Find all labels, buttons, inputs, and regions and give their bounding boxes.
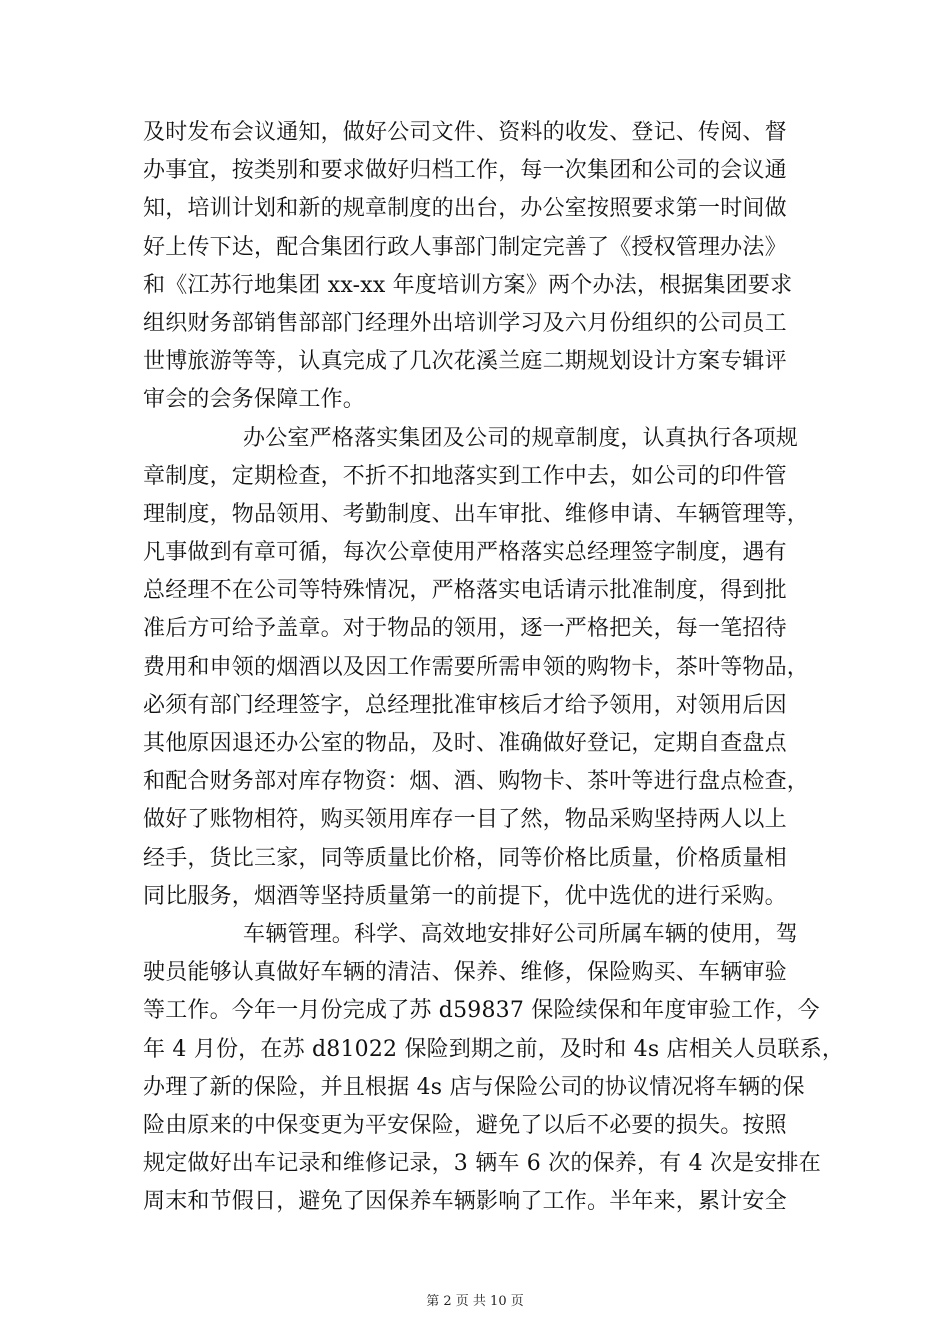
paragraph-1-line: 世博旅游等等，认真完成了几次花溪兰庭二期规划设计方案专辑评 <box>143 349 787 375</box>
paragraph-3-line: 险由原来的中保变更为平安保险，避免了以后不必要的损失。按照 <box>143 1112 787 1138</box>
paragraph-2-line: 经手，货比三家，同等质量比价格，同等价格比质量，价格质量相 <box>143 845 787 871</box>
paragraph-3-line: 办理了新的保险，并且根据 4s 店与保险公司的协议情况将车辆的保 <box>143 1074 805 1100</box>
paragraph-2-line: 做好了账物相符，购买领用库存一目了然，物品采购坚持两人以上 <box>143 807 787 833</box>
paragraph-1-line: 组织财务部销售部部门经理外出培训学习及六月份组织的公司员工 <box>143 310 787 336</box>
paragraph-2-line: 办公室严格落实集团及公司的规章制度，认真执行各项规 <box>243 425 799 451</box>
paragraph-1-line: 及时发布会议通知，做好公司文件、资料的收发、登记、传阅、督 <box>143 120 787 145</box>
paragraph-2-line: 理制度，物品领用、考勤制度、出车审批、维修申请、车辆管理等， <box>143 501 810 527</box>
paragraph-3-line: 周末和节假日，避免了因保养车辆影响了工作。半年来，累计安全 <box>143 1189 787 1215</box>
paragraph-3-line: 车辆管理。科学、高效地安排好公司所属车辆的使用，驾 <box>243 921 799 947</box>
paragraph-2-line: 同比服务，烟酒等坚持质量第一的前提下，优中选优的进行采购。 <box>143 883 787 909</box>
paragraph-3-line: 等工作。今年一月份完成了苏 d59837 保险续保和年度审验工作，今 <box>143 998 820 1024</box>
paragraph-2-line: 其他原因退还办公室的物品，及时、准确做好登记，定期自查盘点 <box>143 731 787 756</box>
paragraph-3-line: 驶员能够认真做好车辆的清洁、保养、维修，保险购买、车辆审验 <box>143 960 787 986</box>
paragraph-1-line: 审会的会务保障工作。 <box>143 387 366 413</box>
paragraph-2-line: 必须有部门经理签字，总经理批准审核后才给予领用，对领用后因 <box>143 692 787 718</box>
paragraph-2-line: 和配合财务部对库存物资：烟、酒、购物卡、茶叶等进行盘点检查， <box>143 769 810 795</box>
paragraph-2-line: 准后方可给予盖章。对于物品的领用，逐一严格把关，每一笔招待 <box>143 616 787 642</box>
paragraph-3-line: 年 4 月份，在苏 d81022 保险到期之前，及时和 4s 店相关人员联系， <box>143 1036 845 1062</box>
paragraph-1-line: 和《江苏行地集团 xx-xx 年度培训方案》两个办法，根据集团要求 <box>143 272 793 298</box>
paragraph-1-line: 知，培训计划和新的规章制度的出台，办公室按照要求第一时间做 <box>143 196 787 222</box>
paragraph-3-line: 规定做好出车记录和维修记录，3 辆车 6 次的保养，有 4 次是安排在 <box>143 1151 821 1177</box>
body-text <box>143 114 845 1221</box>
page-number-footer: 第 2 页 共 10 页 <box>426 1294 524 1309</box>
paragraph-2-line: 章制度，定期检查，不折不扣地落实到工作中去，如公司的印件管 <box>143 463 787 489</box>
paragraph-2-line: 费用和申领的烟酒以及因工作需要所需申领的购物卡，茶叶等物品， <box>143 654 810 680</box>
paragraph-2-line: 总经理不在公司等特殊情况，严格落实电话请示批准制度，得到批 <box>143 578 787 604</box>
paragraph-1-line: 办事宜，按类别和要求做好归档工作，每一次集团和公司的会议通 <box>143 158 787 184</box>
paragraph-2-line: 凡事做到有章可循，每次公章使用严格落实总经理签字制度，遇有 <box>143 540 787 566</box>
paragraph-1-line: 好上传下达，配合集团行政人事部门制定完善了《授权管理办法》 <box>143 234 787 260</box>
